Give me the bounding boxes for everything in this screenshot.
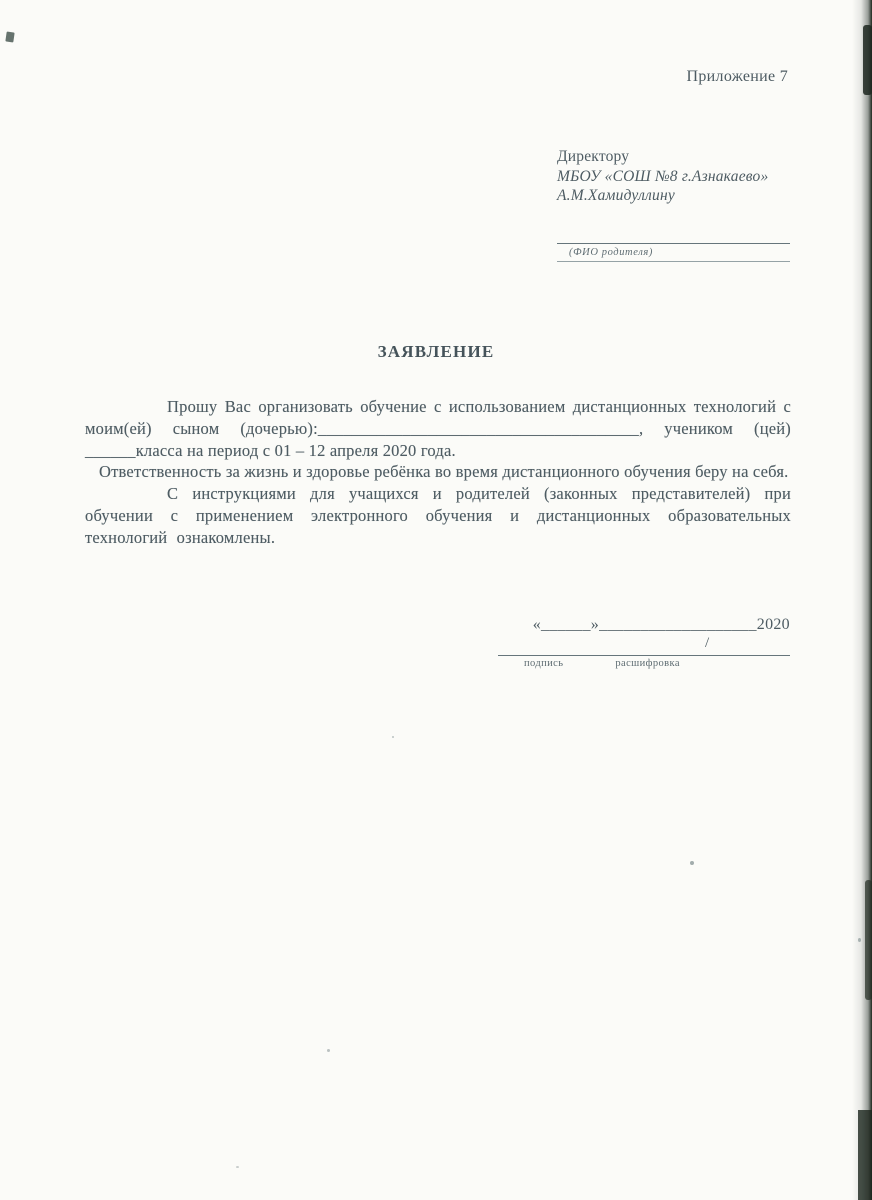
signature-slash: / bbox=[705, 635, 710, 651]
document-title: ЗАЯВЛЕНИЕ bbox=[377, 342, 495, 361]
recipient-name: А.М.Хамидуллину bbox=[557, 187, 675, 204]
scan-speck bbox=[236, 1166, 239, 1168]
scan-edge-blotch bbox=[858, 1110, 872, 1200]
scan-speck bbox=[392, 736, 394, 738]
recipient-to: Директору bbox=[557, 148, 630, 165]
parent-name-field bbox=[557, 230, 790, 262]
signature-blank-line bbox=[498, 634, 790, 656]
signature-caption: подпись bbox=[524, 658, 564, 669]
scan-edge-blotch bbox=[865, 880, 872, 1000]
parent-name-blank-line bbox=[557, 230, 790, 244]
parent-name-caption-row bbox=[557, 244, 790, 262]
scan-speck bbox=[690, 861, 694, 865]
paragraph-instructions: С инструкциями для учащихся и родителей (законных представителей) при обучении с применением электронного обучения и дистанционных образовательных технологий ознакомлены. bbox=[85, 484, 791, 547]
date-signature-block bbox=[498, 616, 790, 669]
signature-captions bbox=[498, 658, 790, 669]
decode-caption: расшифровка bbox=[615, 658, 680, 669]
scan-speck bbox=[858, 938, 861, 942]
paragraph-request: Прошу Вас организовать обучение с использованием дистанционных технологий с моим(ей) сыном (дочерью):______________________________________, учеником (цей) ______класса на период с 01 – 12 апреля 2020 года. bbox=[85, 397, 791, 460]
scan-speck bbox=[5, 31, 14, 42]
paragraph-responsibility: Ответственность за жизнь и здоровье ребёнка во время дистанционного обучения беру на себя. bbox=[99, 462, 789, 482]
parent-name-caption: (ФИО родителя) bbox=[569, 247, 653, 258]
body-text bbox=[85, 396, 791, 549]
date-blank-line: «______»___________________2020 bbox=[532, 616, 790, 633]
scan-edge-shadow bbox=[852, 0, 872, 1200]
appendix-label: Приложение 7 bbox=[686, 68, 788, 85]
scan-speck bbox=[327, 1049, 330, 1052]
scan-edge-blotch bbox=[863, 25, 872, 95]
recipient-block bbox=[557, 147, 768, 206]
recipient-org: МБОУ «СОШ №8 г.Азнакаево» bbox=[557, 167, 769, 185]
